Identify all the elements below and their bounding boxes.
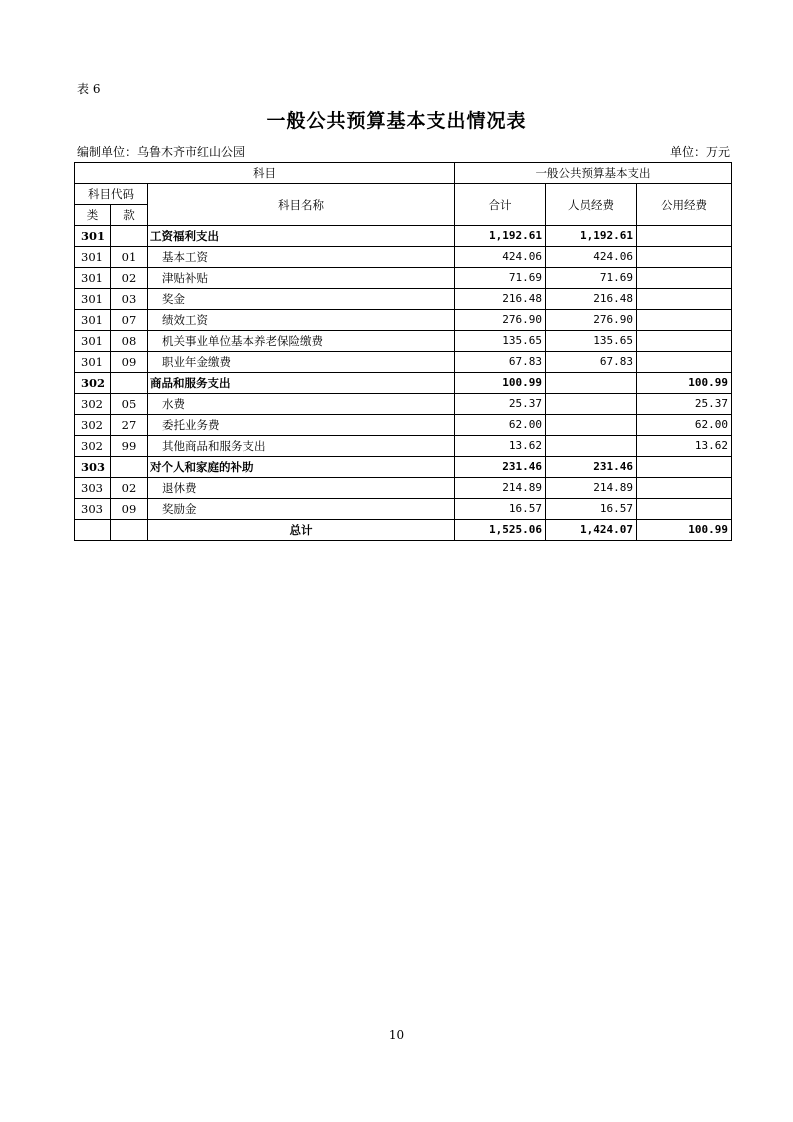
summary-label: 总计 bbox=[148, 520, 455, 541]
header-personnel: 人员经费 bbox=[546, 184, 637, 226]
cell-class: 301 bbox=[75, 289, 111, 310]
cell-personnel bbox=[546, 394, 637, 415]
cell-item: 02 bbox=[111, 478, 148, 499]
cell-item: 08 bbox=[111, 331, 148, 352]
cell-total: 231.46 bbox=[455, 457, 546, 478]
table-tag: 表 6 bbox=[77, 82, 101, 96]
table-row bbox=[75, 310, 732, 331]
header-subject: 科目 bbox=[75, 163, 455, 184]
cell-name: 水费 bbox=[148, 394, 455, 415]
header-code: 科目代码 bbox=[75, 184, 148, 205]
cell-name: 绩效工资 bbox=[148, 310, 455, 331]
cell-total: 62.00 bbox=[455, 415, 546, 436]
cell-class: 301 bbox=[75, 352, 111, 373]
page-title: 一般公共预算基本支出情况表 bbox=[266, 110, 527, 132]
cell-total: 214.89 bbox=[455, 478, 546, 499]
cell-class: 302 bbox=[75, 394, 111, 415]
cell-personnel: 67.83 bbox=[546, 352, 637, 373]
cell-name: 机关事业单位基本养老保险缴费 bbox=[148, 331, 455, 352]
header-public: 公用经费 bbox=[637, 184, 732, 226]
cell-item: 02 bbox=[111, 268, 148, 289]
table-row bbox=[75, 415, 732, 436]
cell-personnel: 71.69 bbox=[546, 268, 637, 289]
cell-public bbox=[637, 331, 732, 352]
table-row bbox=[75, 331, 732, 352]
table-row bbox=[75, 478, 732, 499]
cell-item: 99 bbox=[111, 436, 148, 457]
cell-item: 01 bbox=[111, 247, 148, 268]
cell-total: 13.62 bbox=[455, 436, 546, 457]
cell-public bbox=[637, 289, 732, 310]
page-number: 10 bbox=[388, 1028, 405, 1042]
cell-name: 基本工资 bbox=[148, 247, 455, 268]
cell-class: 301 bbox=[75, 226, 111, 247]
cell-total: 100.99 bbox=[455, 373, 546, 394]
cell-public: 13.62 bbox=[637, 436, 732, 457]
cell-name: 津贴补贴 bbox=[148, 268, 455, 289]
header-item: 款 bbox=[111, 205, 148, 226]
cell-total: 135.65 bbox=[455, 331, 546, 352]
cell-public bbox=[637, 499, 732, 520]
cell-personnel: 231.46 bbox=[546, 457, 637, 478]
summary-personnel: 1,424.07 bbox=[546, 520, 637, 541]
cell-personnel bbox=[546, 436, 637, 457]
cell-item bbox=[111, 373, 148, 394]
table-row bbox=[75, 394, 732, 415]
cell-name: 奖励金 bbox=[148, 499, 455, 520]
cell-class: 301 bbox=[75, 247, 111, 268]
cell-name: 对个人和家庭的补助 bbox=[148, 457, 455, 478]
cell-public: 62.00 bbox=[637, 415, 732, 436]
summary-total: 1,525.06 bbox=[455, 520, 546, 541]
table-row bbox=[75, 352, 732, 373]
cell-class: 301 bbox=[75, 331, 111, 352]
summary-public: 100.99 bbox=[637, 520, 732, 541]
cell-item: 27 bbox=[111, 415, 148, 436]
header-row-1 bbox=[75, 163, 732, 184]
cell-item: 09 bbox=[111, 499, 148, 520]
cell-class: 301 bbox=[75, 310, 111, 331]
cell-class: 303 bbox=[75, 457, 111, 478]
cell-total: 276.90 bbox=[455, 310, 546, 331]
cell-total: 424.06 bbox=[455, 247, 546, 268]
cell-personnel: 216.48 bbox=[546, 289, 637, 310]
table-row bbox=[75, 436, 732, 457]
cell-public: 100.99 bbox=[637, 373, 732, 394]
cell-public bbox=[637, 310, 732, 331]
cell-item bbox=[111, 226, 148, 247]
cell-public bbox=[637, 247, 732, 268]
cell-personnel bbox=[546, 373, 637, 394]
header-class: 类 bbox=[75, 205, 111, 226]
cell-personnel: 276.90 bbox=[546, 310, 637, 331]
cell-total: 71.69 bbox=[455, 268, 546, 289]
table-row bbox=[75, 226, 732, 247]
cell-class: 301 bbox=[75, 268, 111, 289]
table-row bbox=[75, 499, 732, 520]
organization-label: 编制单位：乌鲁木齐市红山公园 bbox=[77, 145, 246, 159]
cell-item: 05 bbox=[111, 394, 148, 415]
cell-personnel bbox=[546, 415, 637, 436]
cell-item: 03 bbox=[111, 289, 148, 310]
cell-personnel: 214.89 bbox=[546, 478, 637, 499]
cell-item: 09 bbox=[111, 352, 148, 373]
cell-name: 奖金 bbox=[148, 289, 455, 310]
cell-name: 工资福利支出 bbox=[148, 226, 455, 247]
cell-total: 216.48 bbox=[455, 289, 546, 310]
cell-class: 302 bbox=[75, 373, 111, 394]
cell-name: 其他商品和服务支出 bbox=[148, 436, 455, 457]
cell-name: 商品和服务支出 bbox=[148, 373, 455, 394]
cell-name: 职业年金缴费 bbox=[148, 352, 455, 373]
header-row-2 bbox=[75, 184, 732, 205]
unit-label: 单位：万元 bbox=[669, 145, 730, 159]
summary-row bbox=[75, 520, 732, 541]
cell-item: 07 bbox=[111, 310, 148, 331]
cell-personnel: 16.57 bbox=[546, 499, 637, 520]
table-row bbox=[75, 268, 732, 289]
table-row bbox=[75, 289, 732, 310]
cell-personnel: 424.06 bbox=[546, 247, 637, 268]
cell-personnel: 1,192.61 bbox=[546, 226, 637, 247]
cell-name: 退休费 bbox=[148, 478, 455, 499]
cell-class: 302 bbox=[75, 415, 111, 436]
header-total: 合计 bbox=[455, 184, 546, 226]
cell-public bbox=[637, 226, 732, 247]
cell-class: 303 bbox=[75, 499, 111, 520]
header-budget: 一般公共预算基本支出 bbox=[455, 163, 732, 184]
cell-class bbox=[75, 520, 111, 541]
cell-personnel: 135.65 bbox=[546, 331, 637, 352]
cell-public bbox=[637, 352, 732, 373]
cell-total: 25.37 bbox=[455, 394, 546, 415]
header-name: 科目名称 bbox=[148, 184, 455, 226]
cell-public bbox=[637, 457, 732, 478]
table-row bbox=[75, 247, 732, 268]
cell-total: 67.83 bbox=[455, 352, 546, 373]
cell-item bbox=[111, 457, 148, 478]
cell-public bbox=[637, 478, 732, 499]
cell-name: 委托业务费 bbox=[148, 415, 455, 436]
cell-item bbox=[111, 520, 148, 541]
table-row bbox=[75, 373, 732, 394]
cell-class: 302 bbox=[75, 436, 111, 457]
budget-table bbox=[74, 162, 732, 541]
cell-class: 303 bbox=[75, 478, 111, 499]
cell-total: 1,192.61 bbox=[455, 226, 546, 247]
cell-public: 25.37 bbox=[637, 394, 732, 415]
cell-public bbox=[637, 268, 732, 289]
cell-total: 16.57 bbox=[455, 499, 546, 520]
table-row bbox=[75, 457, 732, 478]
